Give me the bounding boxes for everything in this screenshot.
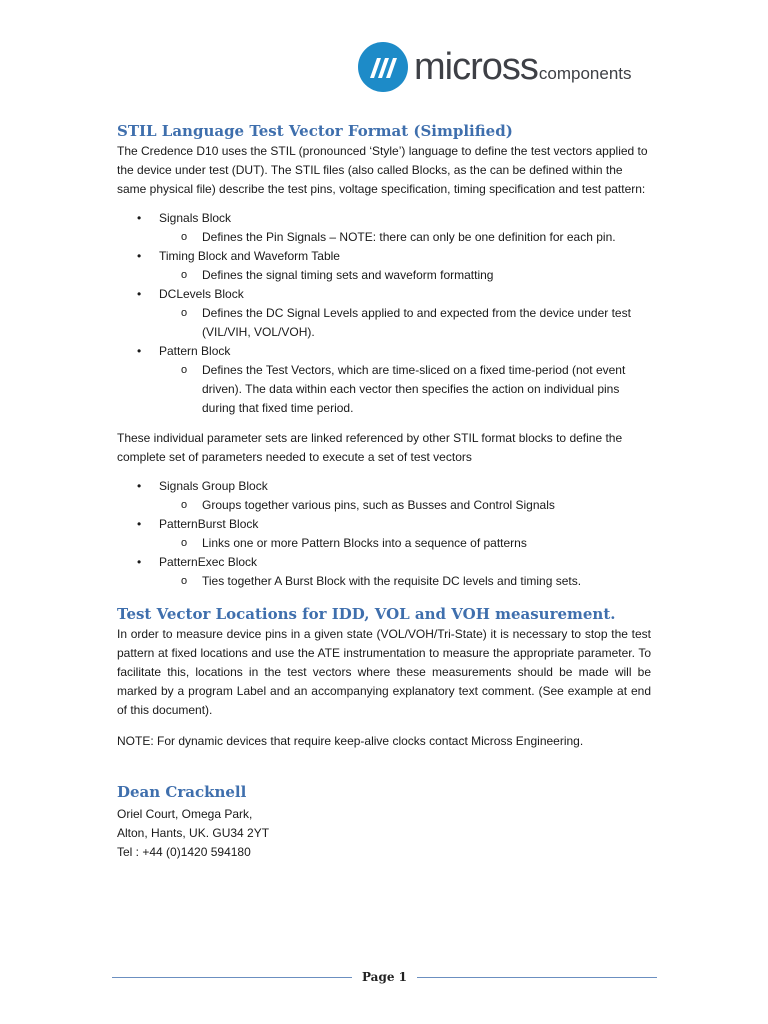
- logo-sub-text: components: [538, 64, 632, 83]
- sub-list-item: o Defines the signal timing sets and waveform formatting: [159, 266, 651, 285]
- micross-logo-icon: [358, 42, 408, 92]
- list-item: [117, 247, 651, 285]
- list-item: [117, 477, 651, 515]
- block-list: [117, 209, 651, 418]
- list-item: [117, 515, 651, 553]
- list-item-label: Pattern Block: [159, 344, 231, 358]
- sub-list-item: o Groups together various pins, such as Busses and Control Signals: [159, 496, 651, 515]
- measurement-section: [117, 603, 651, 751]
- list-item: [117, 285, 651, 342]
- sub-list-item: o Defines the Pin Signals – NOTE: there can only be one definition for each pin.: [159, 228, 651, 247]
- list-item-label: Signals Block: [159, 211, 232, 225]
- list-item: [117, 553, 651, 591]
- section-title-stil: STIL Language Test Vector Format (Simplified): [117, 122, 513, 140]
- page-number: Page 1: [361, 970, 408, 984]
- format-block-list: [117, 477, 651, 591]
- address-line-1: Oriel Court, Omega Park,: [117, 807, 253, 821]
- list-item-label: Timing Block and Waveform Table: [159, 249, 340, 263]
- contact-block: [117, 781, 651, 862]
- intro-paragraph: The Credence D10 uses the STIL (pronounced ‘Style’) language to define the test vectors applied to the device under test (DUT). The STIL files (also called Blocks, as the can be defined within the same physical file) describe the test pins, voltage specification, timing specification and test pattern:: [117, 144, 648, 196]
- phone-line: Tel : +44 (0)1420 594180: [117, 845, 251, 859]
- sub-list-item: o Links one or more Pattern Blocks into a sequence of patterns: [159, 534, 651, 553]
- footer-rule-left: [112, 977, 352, 978]
- document-body: [117, 120, 651, 862]
- page-footer: [112, 970, 657, 984]
- company-logo: [358, 42, 632, 92]
- list-item: [117, 342, 651, 418]
- sub-list-item: o Defines the Test Vectors, which are time-sliced on a fixed time-period (not event driven). The data within each vector then specifies the action on individual pins during that fixed time period.: [159, 361, 651, 418]
- contact-name: Dean Cracknell: [117, 783, 247, 801]
- list-item-label: PatternBurst Block: [159, 517, 259, 531]
- logo-main-text: micross: [414, 46, 538, 88]
- sub-list-item: o Ties together A Burst Block with the requisite DC levels and timing sets.: [159, 572, 651, 591]
- linking-paragraph: These individual parameter sets are linked referenced by other STIL format blocks to define the complete set of parameters needed to execute a set of test vectors: [117, 431, 623, 464]
- section-title-measurement: Test Vector Locations for IDD, VOL and VOH measurement.: [117, 605, 616, 623]
- list-item-label: Signals Group Block: [159, 479, 268, 493]
- list-item-label: PatternExec Block: [159, 555, 258, 569]
- note-paragraph: NOTE: For dynamic devices that require keep-alive clocks contact Micross Engineering.: [117, 734, 584, 748]
- logo-wordmark: [414, 48, 632, 86]
- measurement-paragraph: In order to measure device pins in a given state (VOL/VOH/Tri-State) it is necessary to stop the test pattern at fixed locations and use the ATE instrumentation to measure the appropriate parameter. To facilitate this, locations in the test vectors where these measurements should be made will be marked by a program Label and an accompanying explanatory text comment. (See example at end of this document).: [117, 627, 651, 717]
- list-item: [117, 209, 651, 247]
- sub-list-item: o Defines the DC Signal Levels applied to and expected from the device under test (VIL/VIH, VOL/VOH).: [159, 304, 651, 342]
- address-line-2: Alton, Hants, UK. GU34 2YT: [117, 826, 270, 840]
- footer-rule-right: [417, 977, 657, 978]
- list-item-label: DCLevels Block: [159, 287, 244, 301]
